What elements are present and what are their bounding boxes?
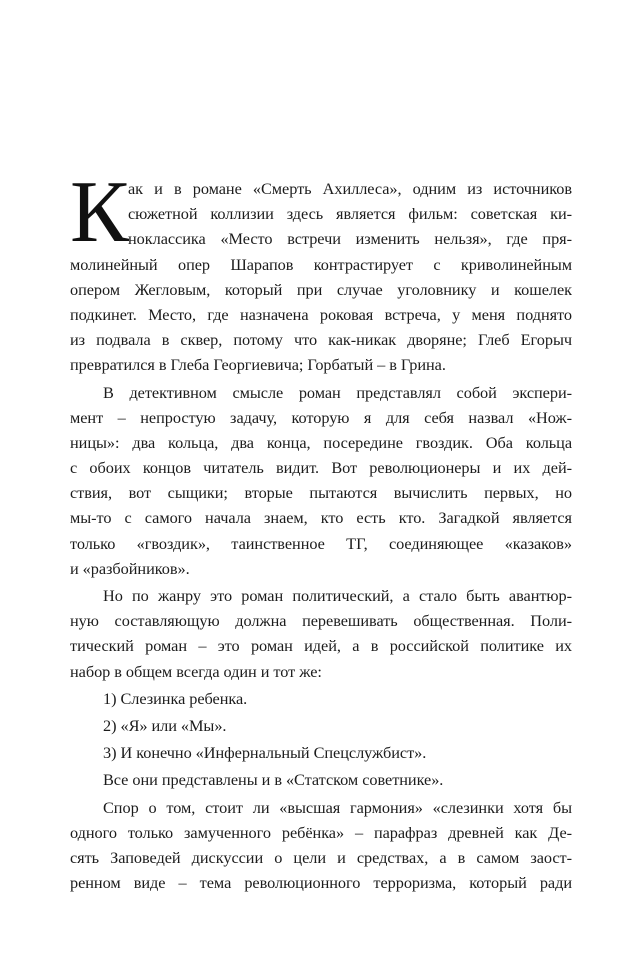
- text-line: Спор о том, стоит ли «высшая гармония» «слезинки хотя бы: [103, 797, 572, 817]
- text-line: ницы»: два кольца, два конца, посередине гвоздик. Оба кольца: [70, 432, 572, 452]
- text-line: и «разбойников».: [70, 558, 190, 578]
- text-line: ную составляющую должна перевешивать общественная. Поли-: [70, 611, 572, 631]
- text-line: сять Заповедей дискуссии о цели и средствах, а в самом заост-: [70, 847, 572, 867]
- text-line: ствия, вот сыщики; вторые пытаются вычислить первых, но: [70, 483, 572, 503]
- text-line: мент – непростую задачу, которую я для себя назвал «Нож-: [70, 407, 572, 427]
- text-line: опером Жегловым, который при случае уголовнику и кошелек: [70, 279, 572, 299]
- text-line: набор в общем всегда один и тот же:: [70, 661, 322, 681]
- text-line: ак и в романе «Смерть Ахиллеса», одним из источников: [128, 179, 572, 198]
- drop-cap: К: [70, 164, 129, 261]
- text-line: сюжетной коллизии здесь является фильм: советская ки-: [128, 204, 572, 224]
- text-line: из подвала в сквер, потому что как-никак дворяне; Глеб Егорыч: [70, 330, 572, 350]
- list-item: 2) «Я» или «Мы».: [103, 715, 227, 735]
- text-line: подкинет. Место, где назначена роковая встреча, у меня поднято: [70, 304, 572, 324]
- text-line: молинейный опер Шарапов контрастирует с криволинейным: [70, 254, 572, 274]
- text-line: превратился в Глеба Георгиевича; Горбатый – в Грина.: [70, 355, 446, 375]
- list-item: 3) И конечно «Инфернальный Спецслужбист».: [103, 743, 427, 763]
- text-line: одного только замученного ребёнка» – парафраз древней как Де-: [70, 822, 572, 842]
- text-line: тический роман – это роман идей, а в российской политике их: [70, 636, 572, 656]
- text-line: Но по жанру это роман политический, а стало быть авантюр-: [103, 586, 572, 605]
- text-line: мы-то с самого начала знаем, кто есть кто. Загадкой является: [70, 508, 572, 528]
- text-line: ноклассика «Место встречи изменить нельзя», где пря-: [128, 229, 572, 249]
- text-line: В детективном смысле роман представлял собой экспери-: [103, 382, 572, 402]
- list-item: 1) Слезинка ребенка.: [103, 688, 248, 708]
- text-line: с обоих концов читатель видит. Вот революционеры и их дей-: [70, 458, 572, 478]
- body-text: [70, 164, 572, 895]
- text-line: Все они представлены и в «Статском советнике».: [103, 770, 444, 790]
- text-line: только «гвоздик», таинственное ТГ, соединяющее «казаков»: [70, 533, 572, 553]
- text-line: ренном виде – тема революционного терроризма, который ради: [70, 873, 572, 893]
